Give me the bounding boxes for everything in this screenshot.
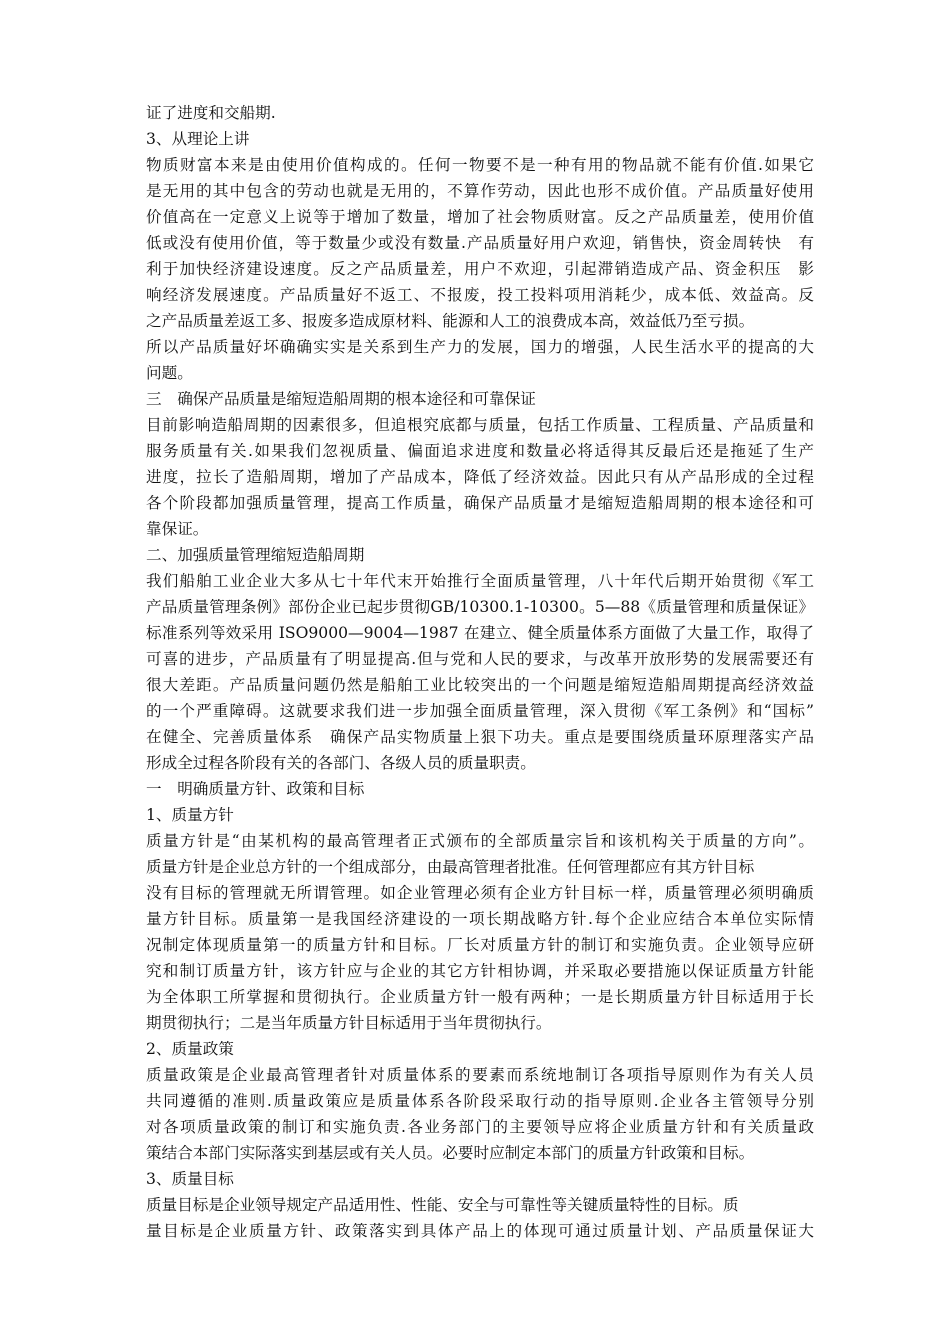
- text-line: 为全体职工所掌握和贯彻执行。企业质量方针一般有两种；一是长期质量方针目标适用于长: [146, 988, 814, 1006]
- section-heading: 2、质量政策: [146, 1040, 234, 1058]
- text-line: 可喜的进步，产品质量有了明显提高.但与党和人民的要求，与改革开放形势的发展需要还有: [146, 650, 814, 668]
- section-heading: 三 确保产品质量是缩短造船周期的根本途径和可靠保证: [146, 390, 536, 408]
- text-line: 问题。: [146, 364, 193, 382]
- text-line: 产品质量管理条例》部份企业已起步贯彻GB/10300.1-10300。5—88《质量管理和质量保证》: [146, 598, 814, 616]
- text-line: 量目标是企业质量方针、政策落实到具体产品上的体现可通过质量计划、产品质量保证大: [146, 1222, 814, 1240]
- text-line: 期贯彻执行；二是当年质量方针目标适用于当年贯彻执行。: [146, 1014, 552, 1032]
- section-heading: 3、从理论上讲: [146, 130, 250, 148]
- text-line: 靠保证。: [146, 520, 209, 538]
- text-line: 标准系列等效采用 ISO9000—9004—1987 在建立、健全质量体系方面做了大量工作，取得了: [146, 624, 814, 642]
- section-heading: 3、质量目标: [146, 1170, 234, 1188]
- text-line: 究和制订质量方针，该方针应与企业的其它方针相协调，并采取必要措施以保证质量方针能: [146, 962, 814, 980]
- text-line: 很大差距。产品质量问题仍然是船舶工业比较突出的一个问题是缩短造船周期提高经济效益: [146, 676, 814, 694]
- text-line: 质量方针是“由某机构的最高管理者正式颁布的全部质量宗旨和该机构关于质量的方向”。: [146, 832, 814, 850]
- text-line: 没有目标的管理就无所谓管理。如企业管理必须有企业方针目标一样，质量管理必须明确质: [146, 884, 814, 902]
- text-line: 共同遵循的准则.质量政策应是质量体系各阶段采取行动的指导原则.企业各主管领导分别: [146, 1092, 814, 1110]
- text-line: 进度，拉长了造船周期，增加了产品成本，降低了经济效益。因此只有从产品形成的全过程: [146, 468, 814, 486]
- text-line: 服务质量有关.如果我们忽视质量、偏面追求进度和数量必将适得其反最后还是拖延了生产: [146, 442, 814, 460]
- text-line: 证了进度和交船期.: [146, 104, 276, 122]
- text-line: 量方针目标。质量第一是我国经济建设的一项长期战略方针.每个企业应结合本单位实际情: [146, 910, 814, 928]
- text-line: 质量方针是企业总方针的一个组成部分，由最高管理者批准。任何管理都应有其方针目标: [146, 858, 755, 876]
- text-line: 所以产品质量好坏确确实实是关系到生产力的发展，国力的增强，人民生活水平的提高的大: [146, 338, 814, 356]
- text-line: 的一个严重障碍。这就要求我们进一步加强全面质量管理，深入贯彻《军工条例》和“国标”: [146, 702, 814, 720]
- text-line: 策结合本部门实际落实到基层或有关人员。必要时应制定本部门的质量方针政策和目标。: [146, 1144, 755, 1162]
- text-line: 目前影响造船周期的因素很多，但追根究底都与质量，包括工作质量、工程质量、产品质量和: [146, 416, 814, 434]
- text-line: 低或没有使用价值，等于数量少或没有数量.产品质量好用户欢迎，销售快，资金周转快 有: [146, 234, 814, 252]
- text-line: 响经济发展速度。产品质量好不返工、不报废，投工投料项用消耗少，成本低、效益高。反: [146, 286, 814, 304]
- text-line: 质量政策是企业最高管理者针对质量体系的要素而系统地制订各项指导原则作为有关人员: [146, 1066, 814, 1084]
- text-line: 价值高在一定意义上说等于增加了数量，增加了社会物质财富。反之产品质量差，使用价值: [146, 208, 814, 226]
- text-line: 物质财富本来是由使用价值构成的。任何一物要不是一种有用的物品就不能有价值.如果它: [146, 156, 814, 174]
- text-line: 在健全、完善质量体系 确保产品实物质量上狠下功夫。重点是要围绕质量环原理落实产品: [146, 728, 814, 746]
- text-line: 利于加快经济建设速度。反之产品质量差，用户不欢迎，引起滞销造成产品、资金积压 影: [146, 260, 814, 278]
- text-line: 各个阶段都加强质量管理，提高工作质量，确保产品质量才是缩短造船周期的根本途径和可: [146, 494, 814, 512]
- section-heading: 一 明确质量方针、政策和目标: [146, 780, 365, 798]
- text-line: 我们船舶工业企业大多从七十年代末开始推行全面质量管理，八十年代后期开始贯彻《军工: [146, 572, 814, 590]
- text-line: 对各项质量政策的制订和实施负责.各业务部门的主要领导应将企业质量方针和有关质量政: [146, 1118, 814, 1136]
- text-line: 之产品质量差返工多、报废多造成原材料、能源和人工的浪费成本高，效益低乃至亏损。: [146, 312, 755, 330]
- section-heading: 二、加强质量管理缩短造船周期: [146, 546, 365, 564]
- document-body: [146, 100, 814, 1244]
- text-line: 形成全过程各阶段有关的各部门、各级人员的质量职责。: [146, 754, 536, 772]
- text-line: 况制定体现质量第一的质量方针和目标。厂长对质量方针的制订和实施负责。企业领导应研: [146, 936, 814, 954]
- text-line: 是无用的其中包含的劳动也就是无用的，不算作劳动，因此也形不成价值。产品质量好使用: [146, 182, 814, 200]
- section-heading: 1、质量方针: [146, 806, 234, 824]
- text-line: 质量目标是企业领导规定产品适用性、性能、安全与可靠性等关键质量特性的目标。质: [146, 1196, 739, 1214]
